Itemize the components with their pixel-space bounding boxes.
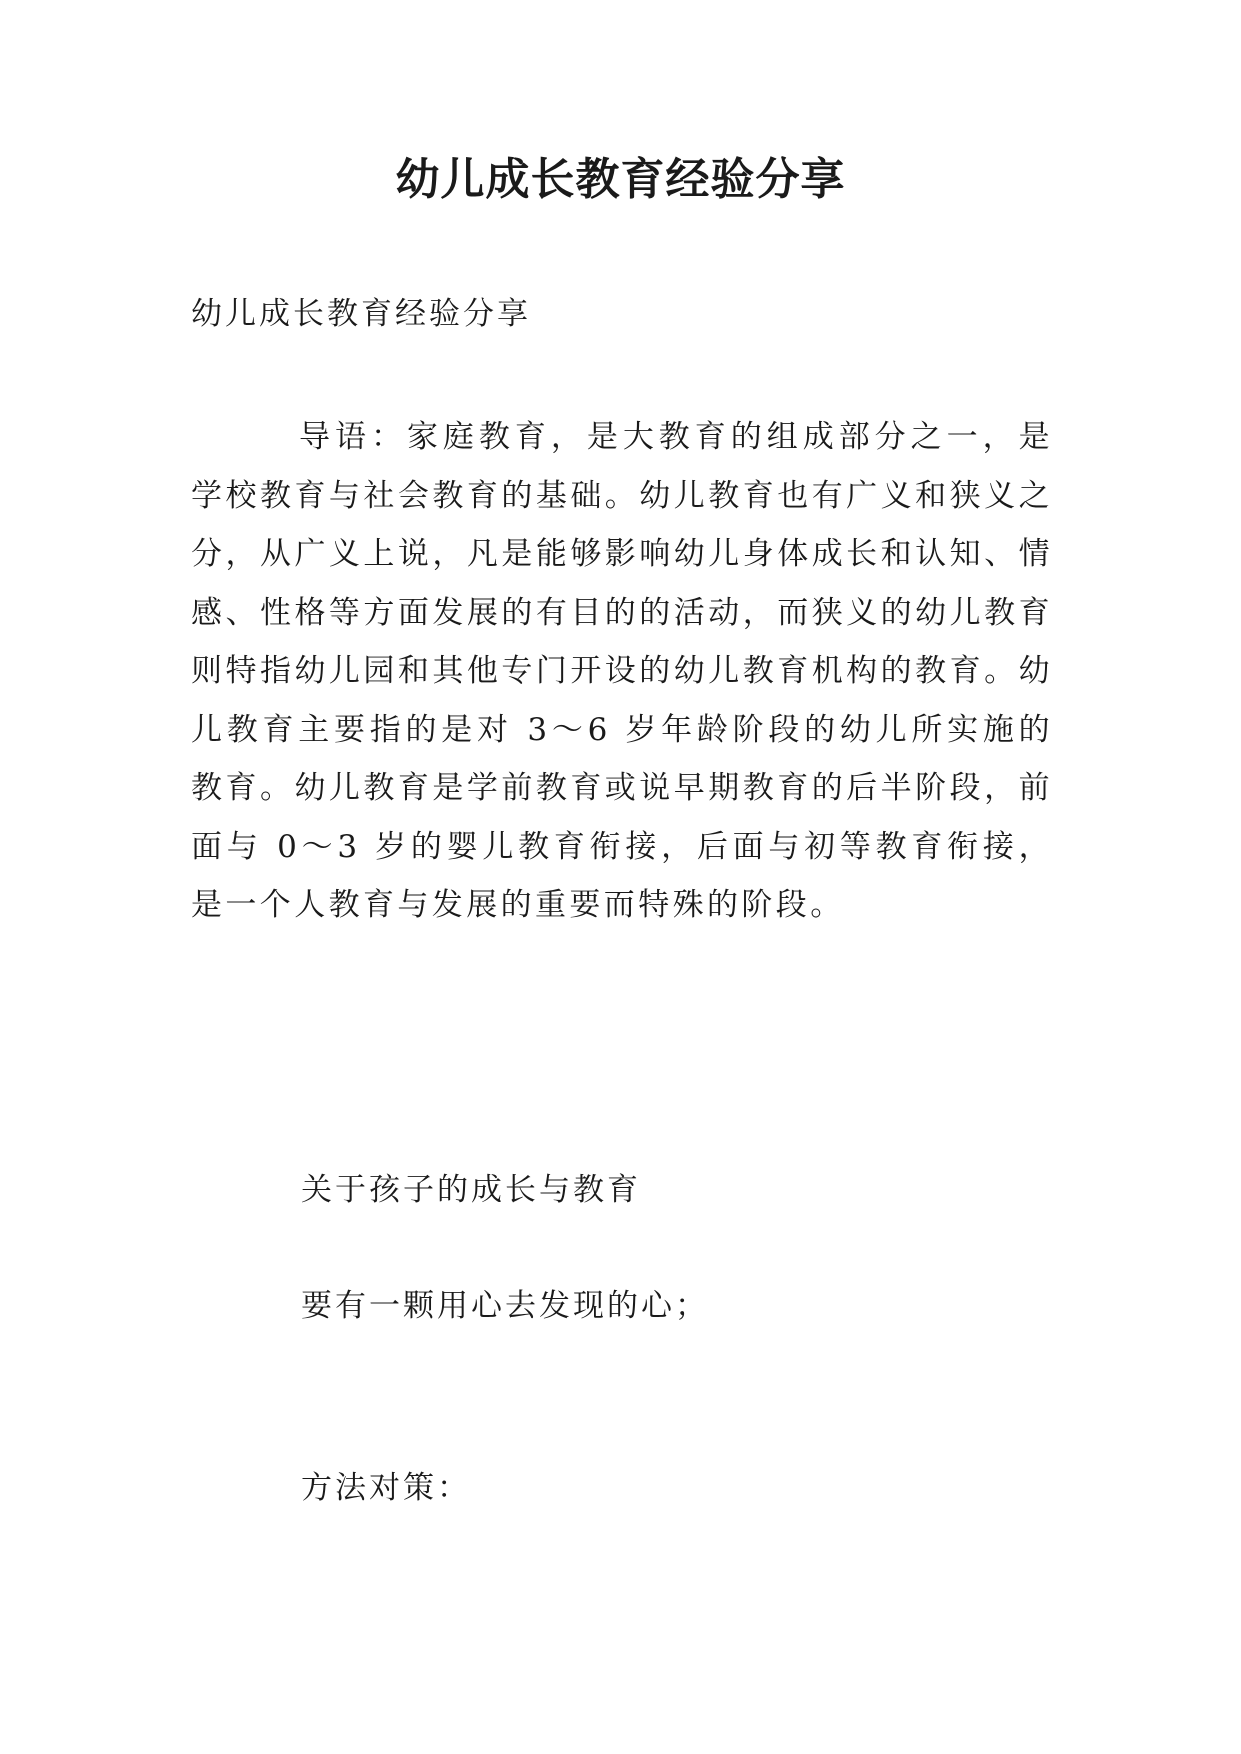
point-line: 要有一颗用心去发现的心； [301, 1288, 709, 1324]
intro-paragraph: 导语：家庭教育，是大教育的组成部分之一，是学校教育与社会教育的基础。幼儿教育也有广义和狭义之分，从广义上说，凡是能够影响幼儿身体成长和认知、情感、性格等方面发展的有目的的活动，而狭义的幼儿教育则特指幼儿园和其他专门开设的幼儿教育机构的教育。幼儿教育主要指的是对 3～6 岁年龄阶段的幼儿所实施的教育。幼儿教育是学前教育或说早期教育的后半阶段，前面与 0～3 岁的婴儿教育衔接，后面与初等教育衔接，是一个人教育与发展的重要而特殊的阶段。 [191, 419, 1053, 923]
document-subtitle: 幼儿成长教育经验分享 [191, 296, 531, 332]
point-line: 方法对策： [301, 1470, 471, 1506]
document-title: 幼儿成长教育经验分享 [395, 154, 846, 205]
section-heading: 关于孩子的成长与教育 [301, 1172, 641, 1208]
